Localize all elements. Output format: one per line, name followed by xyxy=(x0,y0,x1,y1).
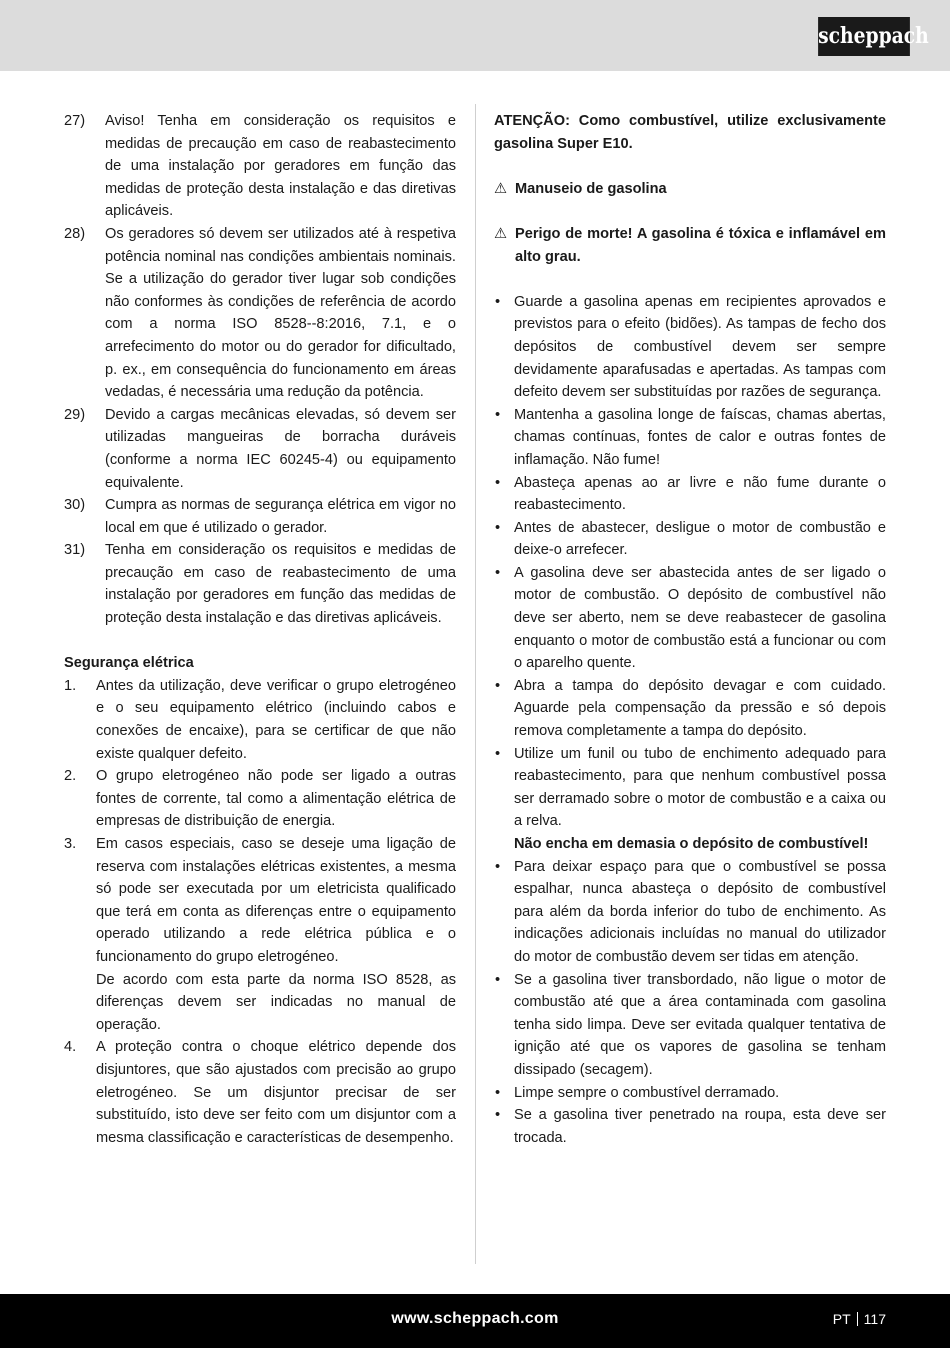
bullet-icon: • xyxy=(495,677,501,694)
item-text: Cumpra as normas de segurança elétrica em vigor no local em que é utilizado o gerador. xyxy=(105,497,456,536)
spacer xyxy=(494,155,886,178)
list-item xyxy=(494,743,886,833)
bullet-text: Para deixar espaço para que o combustível se possa espalhar, nunca abasteça o depósito de combustível para além da borda inferior do tubo de enchimento. As indicações adicionais incluídas no manual do utilizador do motor de combustão devem ser tidas em atenção. xyxy=(514,858,886,965)
bullet-icon: • xyxy=(495,971,501,988)
list-item xyxy=(64,765,456,833)
bullet-text: Utilize um funil ou tubo de enchimento adequado para reabastecimento, para que nenhum combustível possa ser derramado sobre o motor de combustão e a caixa ou a relva. xyxy=(514,745,886,830)
column-divider xyxy=(475,104,476,1264)
brand-logo: scheppach xyxy=(818,17,910,56)
right-column xyxy=(494,110,886,1149)
list-item xyxy=(64,404,456,494)
item-text: Aviso! Tenha em consideração os requisitos e medidas de precaução em caso de reabastecimento de uma instalação por geradores em função das medidas de proteção desta instalação e das diretivas aplicáveis. xyxy=(105,113,456,220)
bullet-text: Abasteça apenas ao ar livre e não fume durante o reabastecimento. xyxy=(514,474,886,514)
item-number: 2. xyxy=(64,768,77,785)
bullet-icon: • xyxy=(495,1084,501,1101)
danger-warning-text: Perigo de morte! A gasolina é tóxica e inflamável em alto grau. xyxy=(515,225,886,265)
header-band xyxy=(0,0,950,71)
list-item xyxy=(64,494,456,539)
page-number: 117 xyxy=(863,1311,886,1327)
spacer xyxy=(64,630,456,653)
list-item xyxy=(64,833,456,1036)
section-heading: Segurança elétrica xyxy=(64,655,194,672)
bullet-icon: • xyxy=(495,858,501,875)
item-text: Antes da utilização, deve verificar o grupo eletrogéneo e o seu equipamento elétrico (incluindo cabos e conexões de encaixe), para se certificar de que não existe qualquer defeito. xyxy=(96,677,456,762)
item-number: 29) xyxy=(64,406,86,423)
bullet-icon: • xyxy=(495,293,501,310)
item-extra-text: De acordo com esta parte da norma ISO 8528, as diferenças devem ser indicadas no manual de operação. xyxy=(96,971,456,1033)
bullet-text: Mantenha a gasolina longe de faíscas, chamas abertas, chamas contínuas, fontes de calor e outras fontes de inflamação. Não fume! xyxy=(514,406,886,468)
bullet-text: Se a gasolina tiver transbordado, não ligue o motor de combustão até que a área contaminada com gasolina tenha sido limpa. Deve ser evitada qualquer tentativa de ignição até que os vapores de gasolina se tenham dissipado (secagem). xyxy=(514,971,886,1078)
item-number: 3. xyxy=(64,836,77,852)
list-item xyxy=(494,404,886,472)
list-item xyxy=(64,110,456,223)
spacer xyxy=(494,200,886,223)
list-item xyxy=(64,223,456,404)
item-number: 27) xyxy=(64,113,86,129)
language-code: PT xyxy=(832,1311,851,1327)
item-text: A proteção contra o choque elétrico depende dos disjuntores, que são ajustados com precisão ao grupo eletrogéneo. Se um disjuntor precisar de ser substituído, isto deve ser feito com um disjuntor com a mesma classificação e características de desempenho. xyxy=(96,1039,456,1146)
bullet-icon: • xyxy=(495,564,501,581)
bullet-icon: • xyxy=(495,519,501,536)
warning-icon: ⚠ xyxy=(494,225,508,242)
list-item xyxy=(494,1104,886,1149)
list-item xyxy=(494,856,886,969)
bullet-text: Limpe sempre o combustível derramado. xyxy=(514,1084,780,1101)
left-column xyxy=(64,110,456,1149)
bullet-icon: • xyxy=(495,1107,501,1124)
list-item xyxy=(64,675,456,765)
list-item xyxy=(494,517,886,562)
list-item xyxy=(494,291,886,404)
warning-icon: ⚠ xyxy=(494,180,508,197)
item-text: Os geradores só devem ser utilizados até à respetiva potência nominal nas condições ambientais nominais. Se a utilização do gerador tiver lugar sob condições não conformes às condições de referência de acordo com a norma ISO 8528--8:2016, 7.1, e o arrefecimento do motor ou do gerador for dificultado, p. ex., em consequência do funcionamento em áreas vedadas, é necessária uma redução da potência. xyxy=(105,225,456,401)
item-number: 28) xyxy=(64,225,86,242)
footer-url[interactable]: www.scheppach.com xyxy=(391,1310,559,1327)
overfill-warning: Não encha em demasia o depósito de combustível! xyxy=(514,836,869,852)
item-text: Devido a cargas mecânicas elevadas, só devem ser utilizadas mangueiras de borracha duráveis (conforme a norma IEC 60245-4) ou equipamento equivalente. xyxy=(105,406,456,491)
list-item xyxy=(494,562,886,675)
list-item xyxy=(494,1082,886,1105)
footer-band xyxy=(0,1294,950,1348)
bullet-text: Se a gasolina tiver penetrado na roupa, esta deve ser trocada. xyxy=(514,1107,886,1146)
list-item xyxy=(64,1036,456,1149)
bullet-icon: • xyxy=(495,745,501,762)
item-number: 30) xyxy=(64,497,86,514)
list-item xyxy=(494,472,886,517)
spacer xyxy=(494,268,886,291)
handling-heading-text: Manuseio de gasolina xyxy=(515,180,667,197)
item-text: Em casos especiais, caso se deseje uma ligação de reserva com instalações elétricas existentes, a mesma só pode ser executada por um eletricista qualificado que terá em conta as diferenças entre o equipamento operado utilizando a rede elétrica pública e o funcionamento do grupo eletrogéneo. xyxy=(96,836,456,965)
bullet-text: Antes de abastecer, desligue o motor de combustão e deixe-o arrefecer. xyxy=(514,519,886,559)
bullet-text: Abra a tampa do depósito devagar e com cuidado. Aguarde pela compensação da pressão e só depois remova completamente a tampa do depósito. xyxy=(514,677,886,740)
list-item xyxy=(494,675,886,743)
item-text: Tenha em consideração os requisitos e medidas de precaução em caso de reabastecimento de uma instalação por geradores em função das medidas de proteção desta instalação e das diretivas aplicáveis. xyxy=(105,542,456,627)
list-item xyxy=(494,969,886,1082)
bullet-icon: • xyxy=(495,474,501,491)
bullet-icon: • xyxy=(495,406,501,423)
page-indicator xyxy=(833,1294,886,1344)
separator xyxy=(857,1312,858,1326)
item-text: O grupo eletrogéneo não pode ser ligado a outras fontes de corrente, tal como a alimentação elétrica de empresas de distribuição de energia. xyxy=(96,768,456,830)
danger-warning xyxy=(494,223,886,268)
item-number: 31) xyxy=(64,542,86,559)
attention-notice: ATENÇÃO: Como combustível, utilize exclusivamente gasolina Super E10. xyxy=(494,113,886,152)
item-number: 4. xyxy=(64,1039,77,1056)
item-number: 1. xyxy=(64,677,77,694)
bullet-text: Guarde a gasolina apenas em recipientes aprovados e previstos para o efeito (bidões). As tampas de fecho dos depósitos de combustível devem ser sempre devidamente aparafusadas e apertadas. As tampas com defeito devem ser substituídas por razões de segurança. xyxy=(514,293,886,401)
handling-heading xyxy=(494,178,886,201)
list-item xyxy=(64,539,456,629)
bullet-text: A gasolina deve ser abastecida antes de ser ligado o motor de combustão. O depósito de combustível não deve ser aberto, nem se deve reabastecer de gasolina enquanto o motor de combustão está a funcionar ou com o aparelho quente. xyxy=(514,564,886,672)
